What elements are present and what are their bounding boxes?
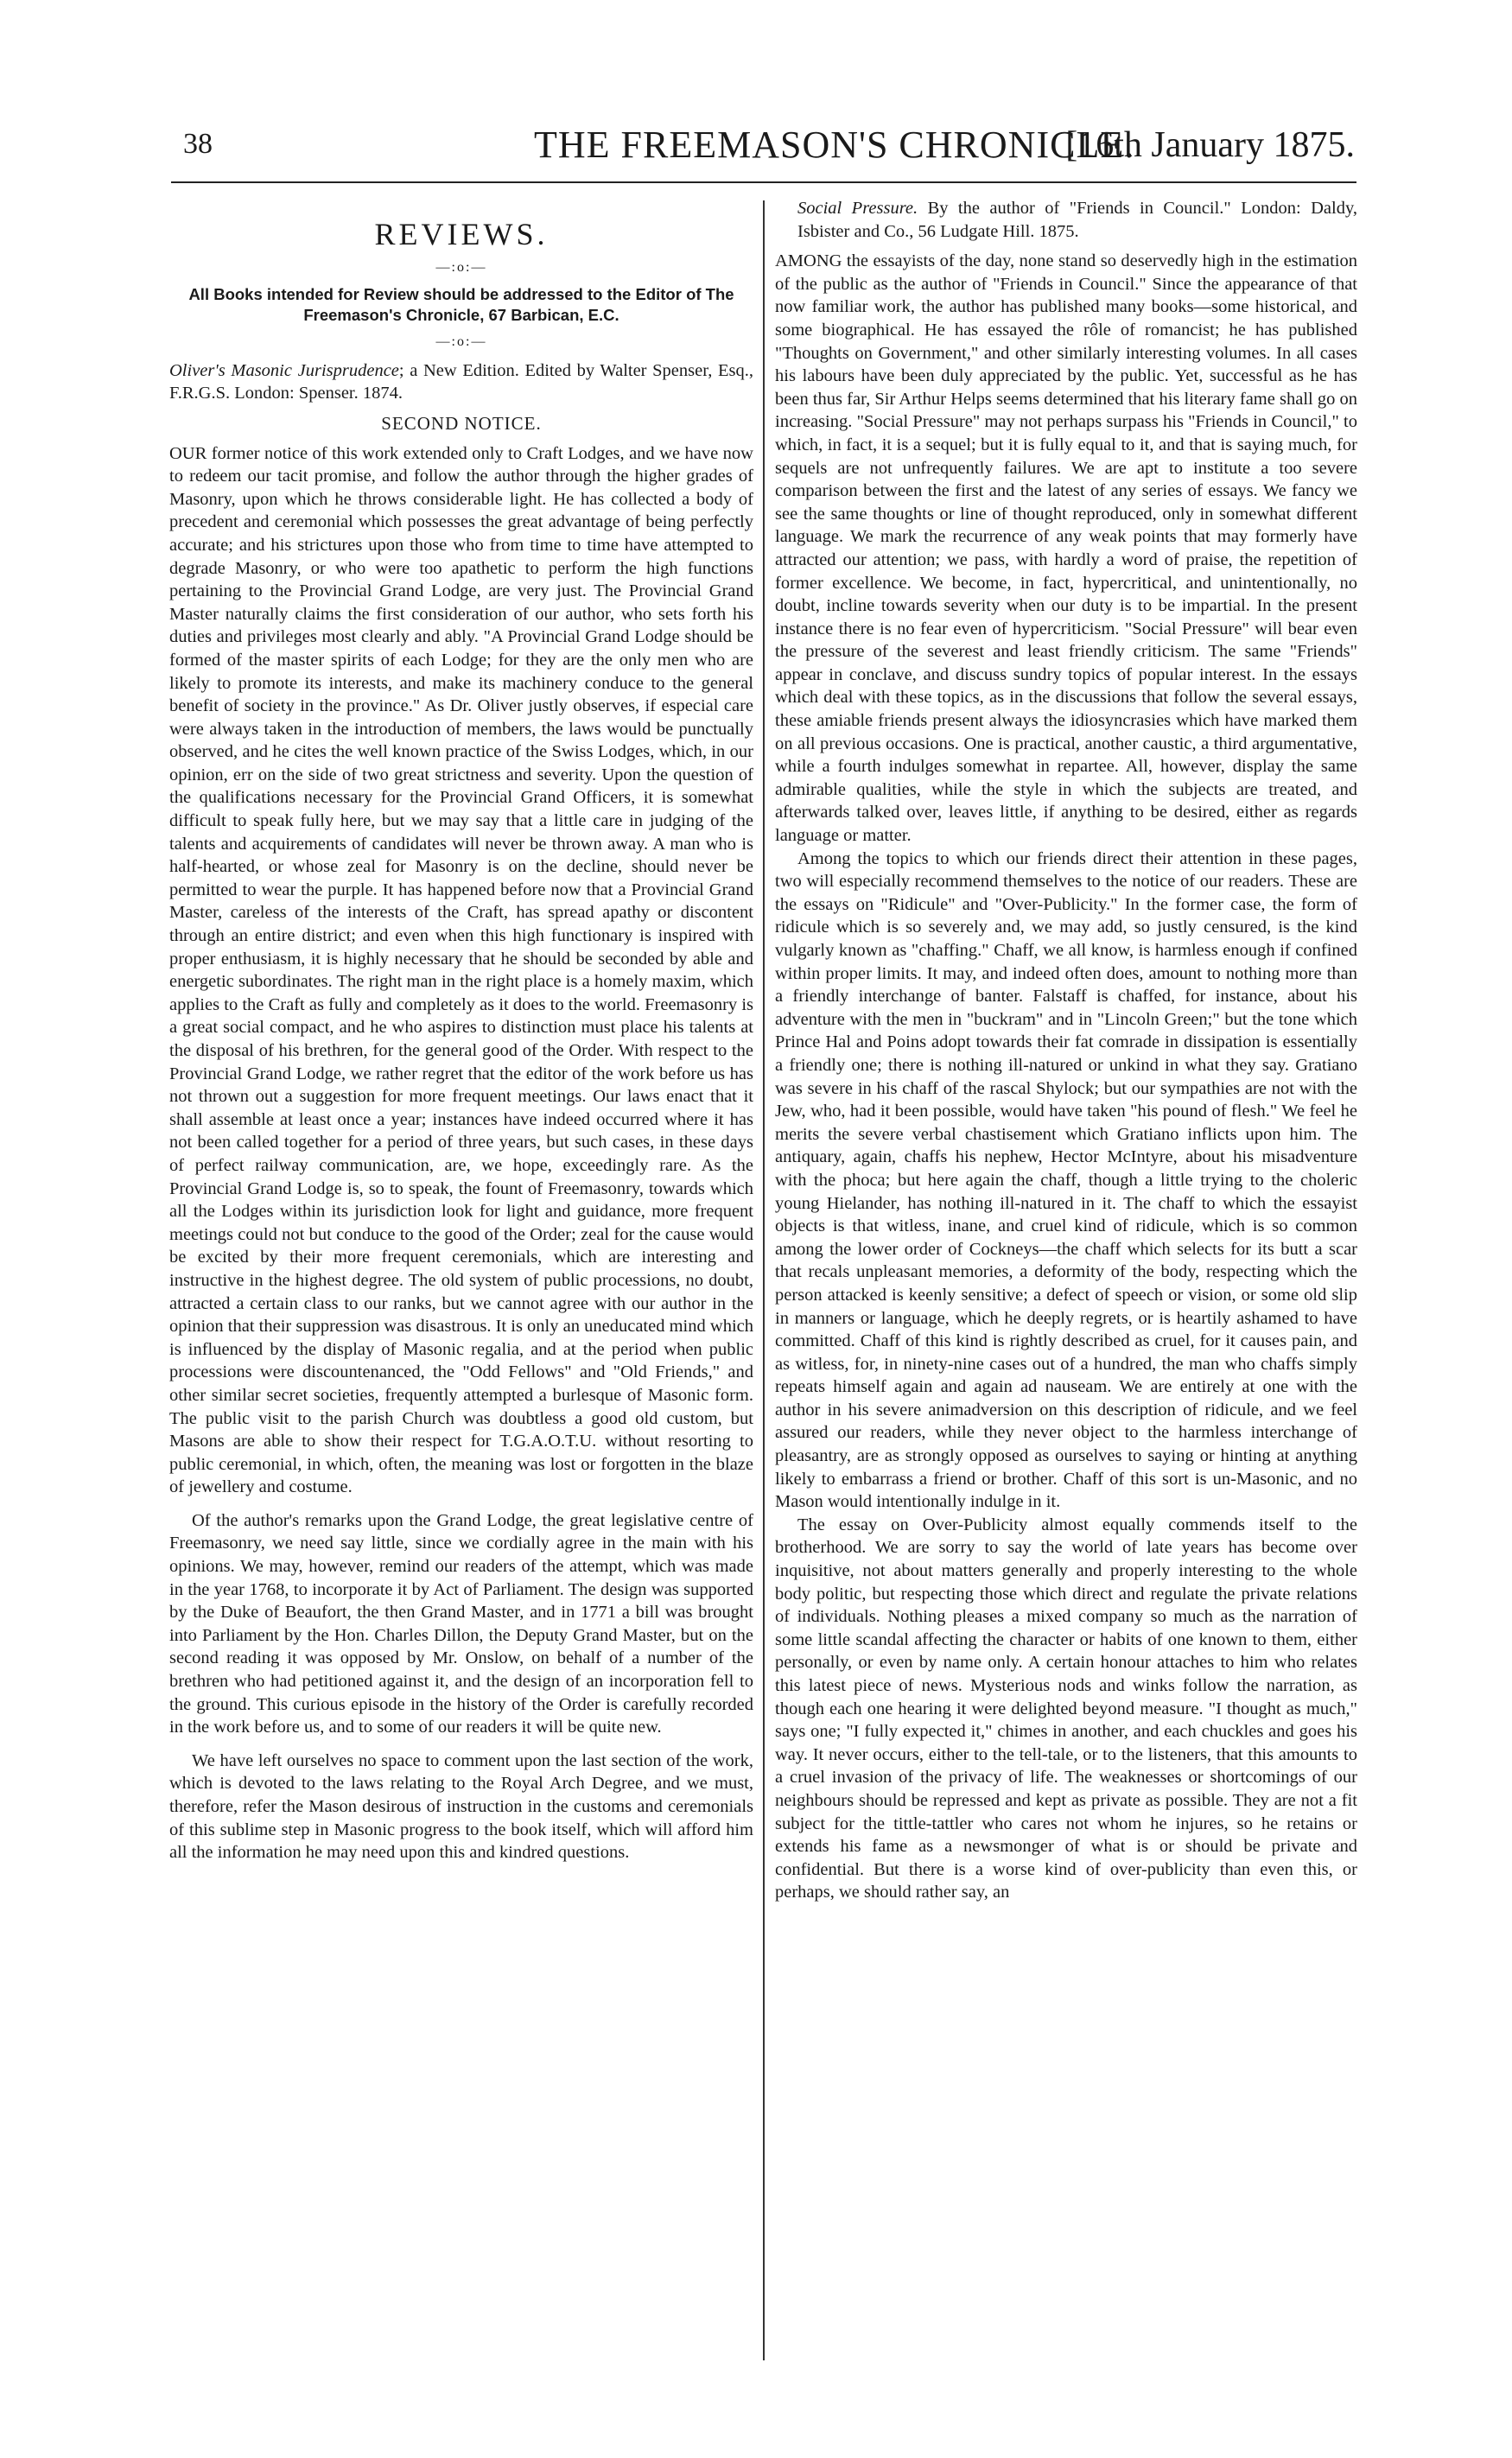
masthead-title: THE FREEMASON'S CHRONICLE. xyxy=(534,124,1135,166)
book-details: By the author of "Friends in Council." London: Daldy, Isbister and Co., 56 Ludgate Hill. 1875. xyxy=(797,199,1357,241)
review-subtitle: SECOND NOTICE. xyxy=(381,412,542,434)
review-paragraph: Among the topics to which our friends direct their attention in these pages, two will especially recommend themselves to the notice of our readers. These are the essays on "Ridicule" and "Over-Publicity." In the former case, the form of ridicule which is so severely and, we may add, so justly censured, is the kind vulgarly known as "chaffing." Chaff, we all know, is harmless enough if confined within proper limits. It may, and indeed often does, amount to nothing more than a friendly interchange of banter. Falstaff is chaffed, for instance, about his adventure with the men in "buckram" and in "Lincoln Green;" but the tone which Prince Hal and Poins adopt towards their fat comrade in dissipation is essentially a friendly one; there is nothing ill-natured or unkind in what they say. Gratiano was severe in his chaff of the rascal Shylock; but our sympathies are not with the Jew, who, had it been possible, would have taken "his pound of flesh." We feel he merits the severe verbal chastisement which Gratiano inflicts upon him. The antiquary, again, chaffs his nephew, Hector McIntyre, about his misadventure with the phoca; but here again the chaff, though a little trying to the choleric young Hielander, has nothing ill-natured in it. The chaff to which the essayist objects is that witless, inane, and cruel kind of ridicule, which is so common among the lower order of Cockneys—the chaff which selects for its butt a scar that recals unpleasant memories, a deformity of the body, respecting which the person attacked is keenly sensitive; a defect of speech or vision, or some old slip in manners or language, which he deeply regrets, or is heartily ashamed to have committed. Chaff of this kind is rightly described as cruel, for it causes pain, and as witless, for, in ninety-nine cases out of a hundred, the man who chaffs simply repeats himself again and again ad nauseam. We are entirely at one with the author in his severe animadversion on this description of ridicule, and we feel assured our readers, while they never object to the harmless interchange of pleasantry, are as strongly opposed as ourselves to saying or hinting at anything likely to embarrass a friend or brother. Chaff of this sort is un-Masonic, and no Mason would intentionally indulge in it. xyxy=(775,848,1357,1512)
review-notice: All Books intended for Review should be addressed to the Editor of The Freemason's Chronicle, 67 Barbican, E.C. xyxy=(188,285,734,325)
book-title: Social Pressure. xyxy=(797,199,918,218)
page-header xyxy=(171,121,1355,173)
separator: —:o:— xyxy=(435,334,487,350)
separator: —:o:— xyxy=(435,259,487,275)
column-divider xyxy=(763,200,765,2360)
header-rule xyxy=(171,181,1356,183)
review-paragraph: We have left ourselves no space to comment upon the last section of the work, which is devoted to the laws relating to the Royal Arch Degree, and we must, therefore, refer the Mason desirous of instruction in the customs and ceremonials of this sublime step in Masonic progress to the book itself, which will afford him all the information he may need upon this and kindred questions. xyxy=(169,1750,753,1863)
review-paragraph: OUR former notice of this work extended only to Craft Lodges, and we have now to redeem our tacit promise, and follow the author through the higher grades of Masonry, upon which he throws considerable light. He has collected a body of precedent and ceremonial which possesses the great advantage of being perfectly accurate; and his strictures upon those who from time to time have attempted to degrade Masonry, or who were too apathetic to perform the high functions pertaining to the Provincial Grand Lodge, are very just. The Provincial Grand Master naturally claims the first consideration of our author, who sets forth his duties and privileges most clearly and ably. "A Provincial Grand Lodge should be formed of the master spirits of each Lodge; for they are the only men who are likely to promote its interests, and make its machinery conduce to the general benefit of society in the province." As Dr. Oliver justly observes, if especial care were always taken in the introduction of members, the laws would be punctually observed, and he cites the well known practice of the Swiss Lodges, which, in our opinion, err on the side of two great strictness and severity. Upon the question of the qualifications necessary for the Provincial Grand Officers, it is somewhat difficult to speak fully here, but we may say that a little care in judging of the talents and acquirements of candidates will never be thrown away. A man who is half-hearted, or whose zeal for Masonry is on the decline, should never be permitted to wear the purple. It has happened before now that a Provincial Grand Master, careless of the interests of the Craft, has spread apathy or discontent through an entire district; and even when this high functionary is inspired with proper enthusiasm, it is highly necessary that he should be seconded by able and energetic subordinates. The right man in the right place is a homely maxim, which applies to the Craft as fully and completely as it does to the world. Freemasonry is a great social compact, and he who aspires to distinction must place his talents at the disposal of his brethren, for the general good of the Order. With respect to the Provincial Grand Lodge, we rather regret that the editor of the work before us has not thrown out a suggestion for more frequent meetings. Our laws enact that it shall assemble at least once a year; instances have indeed occurred where it has not been called together for a period of three years, but such cases, in these days of perfect railway communication, are, we hope, exceedingly rare. As the Provincial Grand Lodge is, so to speak, the fount of Freemasonry, towards which all the Lodges within its jurisdiction look for light and guidance, more frequent meetings could not but conduce to the good of the Order; zeal for the cause would be excited by their more frequent ceremonials, which are interesting and instructive in the highest degree. The old system of public processions, no doubt, attracted a certain class to our ranks, but we cannot agree with our author in the opinion that their suppression was disastrous. It is only an uneducated mind which is influenced by the display of Masonic regalia, and at the period when public processions were discountenanced, the "Odd Fellows" and "Old Friends," and other similar secret societies, frequently attempted a burlesque of Masonic form. The public visit to the parish Church was doubtless a good old custom, but Masons are able to show their respect for T.G.A.O.T.U. without resorting to public ceremonial, in which, often, the meaning was lost or forgotten in the blaze of jewellery and costume. xyxy=(169,443,753,1497)
book-title: Oliver's Masonic Jurisprudence xyxy=(169,360,399,380)
review-paragraph: The essay on Over-Publicity almost equally commends itself to the brotherhood. We are sorry to say the world of late years has become over inquisitive, not about matters generally and properly interesting to the whole body politic, but respecting those which direct and regulate the private relations of individuals. Nothing pleases a mixed company so much as the narration of some little scandal affecting the character or habits of one known to them, either personally, or even by name only. A certain honour attaches to him who relates this latest piece of news. Mysterious nods and winks follow the narration, as though each one hearing it were delighted beyond measure. "I thought as much," says one; "I fully expected it," chimes in another, and each chuckles and goes his way. It never occurs, either to the tell-tale, or to the listeners, that this amounts to a cruel invasion of the privacy of life. The weaknesses or shortcomings of our neighbours should be repressed and kept as private as possible. They are not a fit subject for the tittle-tattler who cares not whom he injures, so he retains or extends his fame as a newsmonger of what is or should be private and confidential. But there is a worse kind of over-publicity than even this, or perhaps, we should rather say, an xyxy=(775,1515,1357,1902)
review-paragraph: AMONG the essayists of the day, none stand so deservedly high in the estimation of the public as the author of "Friends in Council." Since the appearance of that now familiar work, the author has published many books—some historical, and some biographical. He has essayed the rôle of romancist; he has published "Thoughts on Government," and other similarly interesting volumes. In all cases his labours have been duly appreciated by the public. Yet, successful as he has been thus far, Sir Arthur Helps seems determined that his literary fame shall go on increasing. "Social Pressure" may not perhaps surpass his "Friends in Council," to which, in fact, it is a sequel; but it is fully equal to it, and that is saying much, for sequels are not unfrequently failures. We are apt to institute a too severe comparison between the first and the latest of any series of essays. We fancy we see the same thoughts or line of thought reproduced, only in somewhat different language. We mark the recurrence of any weak points that may formerly have attracted our attention; we pass, with hardly a word of praise, the repetition of former excellence. We become, in fact, hypercritical, and unintentionally, no doubt, incline towards severity when our duty is to be impartial. In the present instance there is no fear even of hypercriticism. "Social Pressure" will bear even the pressure of the severest and least friendly criticism. The same "Friends" appear in conclave, and discuss sundry topics of popular interest. In the essays which deal with these topics, as in the discussions that follow the several essays, these amiable friends present always the idiosyncrasies which have marked them on all previous occasions. One is practical, another caustic, a third argumentative, while a fourth indulges somewhat in repartee. All, however, display the same admirable qualities, while the style in which the subjects are treated, and afterwards talked over, leaves little, if anything to be desired, either as regards language or matter. xyxy=(775,251,1357,846)
right-column xyxy=(775,197,1357,1904)
review-paragraph: Of the author's remarks upon the Grand Lodge, the great legislative centre of Freemasonry, we need say little, since we cordially agree in the main with his opinions. We may, however, remind our readers of the attempt, which was made in the year 1768, to incorporate it by Act of Parliament. The design was supported by the Duke of Beaufort, the then Grand Master, and in 1771 a bill was brought into Parliament by the Hon. Charles Dillon, the Deputy Grand Master, but on the second reading it was opposed by Mr. Onslow, on behalf of a number of the brethren who had petitioned against it, and the design of an incorporation fell to the ground. This curious episode in the history of the Order is carefully recorded in the work before us, and to some of our readers it will be quite new. xyxy=(169,1510,753,1737)
page-number: 38 xyxy=(183,128,213,160)
book-citation xyxy=(775,197,1357,243)
book-details: ; a New Edition. Edited by Walter Spenser, Esq., F.R.G.S. London: Spenser. 1874. xyxy=(169,360,754,403)
issue-date: [16th January 1875. xyxy=(1065,125,1355,165)
left-column xyxy=(169,197,753,1864)
section-title: REVIEWS. xyxy=(374,217,549,251)
book-citation xyxy=(169,359,753,405)
